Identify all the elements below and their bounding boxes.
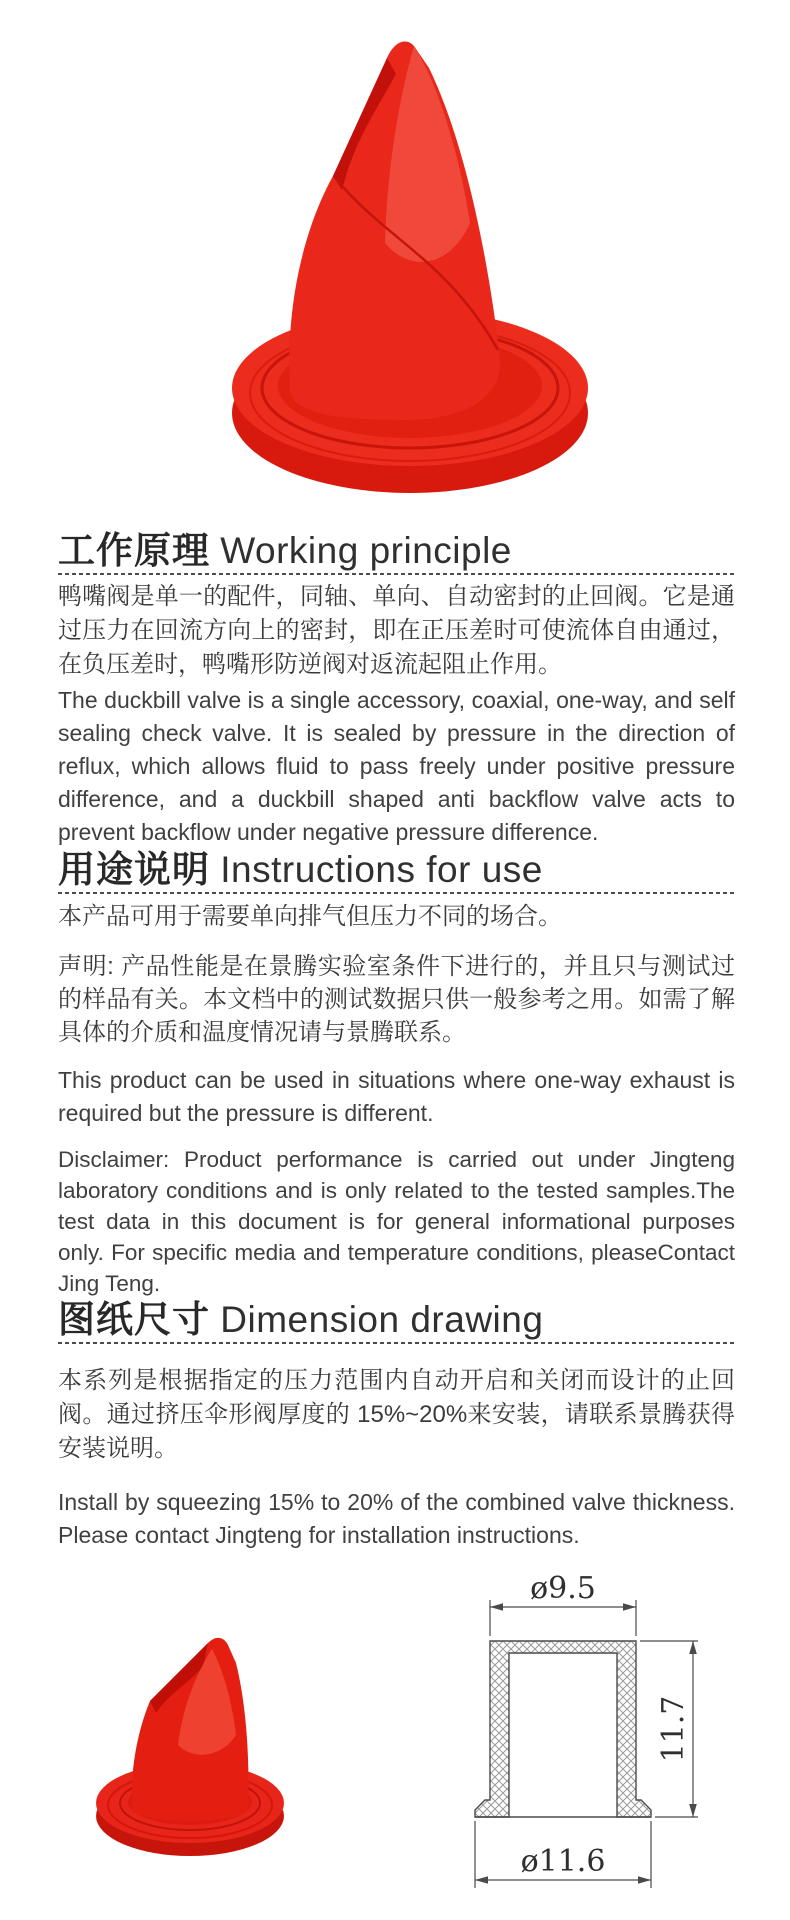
- section-working-principle: [58, 530, 735, 849]
- section-title-en: Working principle: [220, 530, 512, 571]
- drawing-paragraph-zh: 本系列是根据指定的压力范围内自动开启和关闭而设计的止回阀。通过挤压伞形阀厚度的 15%~20%来安装，请联系景腾获得安装说明。: [58, 1366, 735, 1462]
- drawing-figures-row: [0, 1572, 790, 1920]
- usage-disclaimer-zh: 声明: 产品性能是在景腾实验室条件下进行的，并且只与测试过的样品有关。本文档中的测试数据只供一般参考之用。如需了解具体的介质和温度情况请与景腾联系。: [58, 952, 735, 1046]
- usage-paragraph-zh: 本产品可用于需要单向排气但压力不同的场合。: [58, 902, 562, 930]
- dashed-divider: [58, 1342, 735, 1344]
- section-dimension-drawing: [58, 1299, 735, 1552]
- usage-paragraph-en: This product can be used in situations where one-way exhaust is required but the pressure is different.: [58, 1066, 735, 1126]
- section-instructions: [58, 849, 735, 1299]
- dim-bottom-diameter-label: ø11.6: [520, 1843, 606, 1879]
- dimension-drawing: [435, 1573, 765, 1903]
- section-title-zh: 工作原理: [58, 530, 210, 571]
- dashed-divider: [58, 573, 735, 575]
- duckbill-valve-photo-illustration: [215, 28, 605, 498]
- section-title: [58, 849, 735, 892]
- usage-disclaimer-en: Disclaimer: Product performance is carried out under Jingteng laboratory conditions and is only related to the tested samples.The test data in this document is for general informational purposes only. For specific media and temperature conditions, pleaseContact Jing Teng.: [58, 1146, 735, 1296]
- working-paragraph-en: The duckbill valve is a single accessory, coaxial, one-way, and self sealing check valve. It is sealed by pressure in the direction of reflux, which allows fluid to pass freely under positive pressure difference, and a duckbill shaped anti backflow valve acts to prevent backflow under negative pressure difference.: [58, 686, 735, 845]
- dashed-divider: [58, 892, 735, 894]
- product-photo: [0, 0, 790, 530]
- valve-cross-section: [475, 1641, 651, 1817]
- section-title-zh: 用途说明: [58, 848, 210, 890]
- section-title-en: Instructions for use: [220, 848, 543, 890]
- section-title-zh: 图纸尺寸: [58, 1298, 210, 1340]
- section-title: [58, 1299, 735, 1342]
- section-title: [58, 530, 735, 573]
- dim-top-diameter-label: ø9.5: [530, 1572, 596, 1606]
- working-paragraph-zh: 鸭嘴阀是单一的配件，同轴、单向、自动密封的止回阀。它是通过压力在回流方向上的密封，即在正压差时可使流体自由通过，在负压差时，鸭嘴形防逆阀对返流起阻止作用。: [58, 582, 735, 678]
- section-title-en: Dimension drawing: [220, 1298, 544, 1340]
- dim-height-label: 11.7: [656, 1695, 691, 1763]
- drawing-paragraph-en: Install by squeezing 15% to 20% of the combined valve thickness. Please contact Jingteng for installation instructions.: [58, 1488, 735, 1548]
- duckbill-valve-render-small: [90, 1633, 290, 1873]
